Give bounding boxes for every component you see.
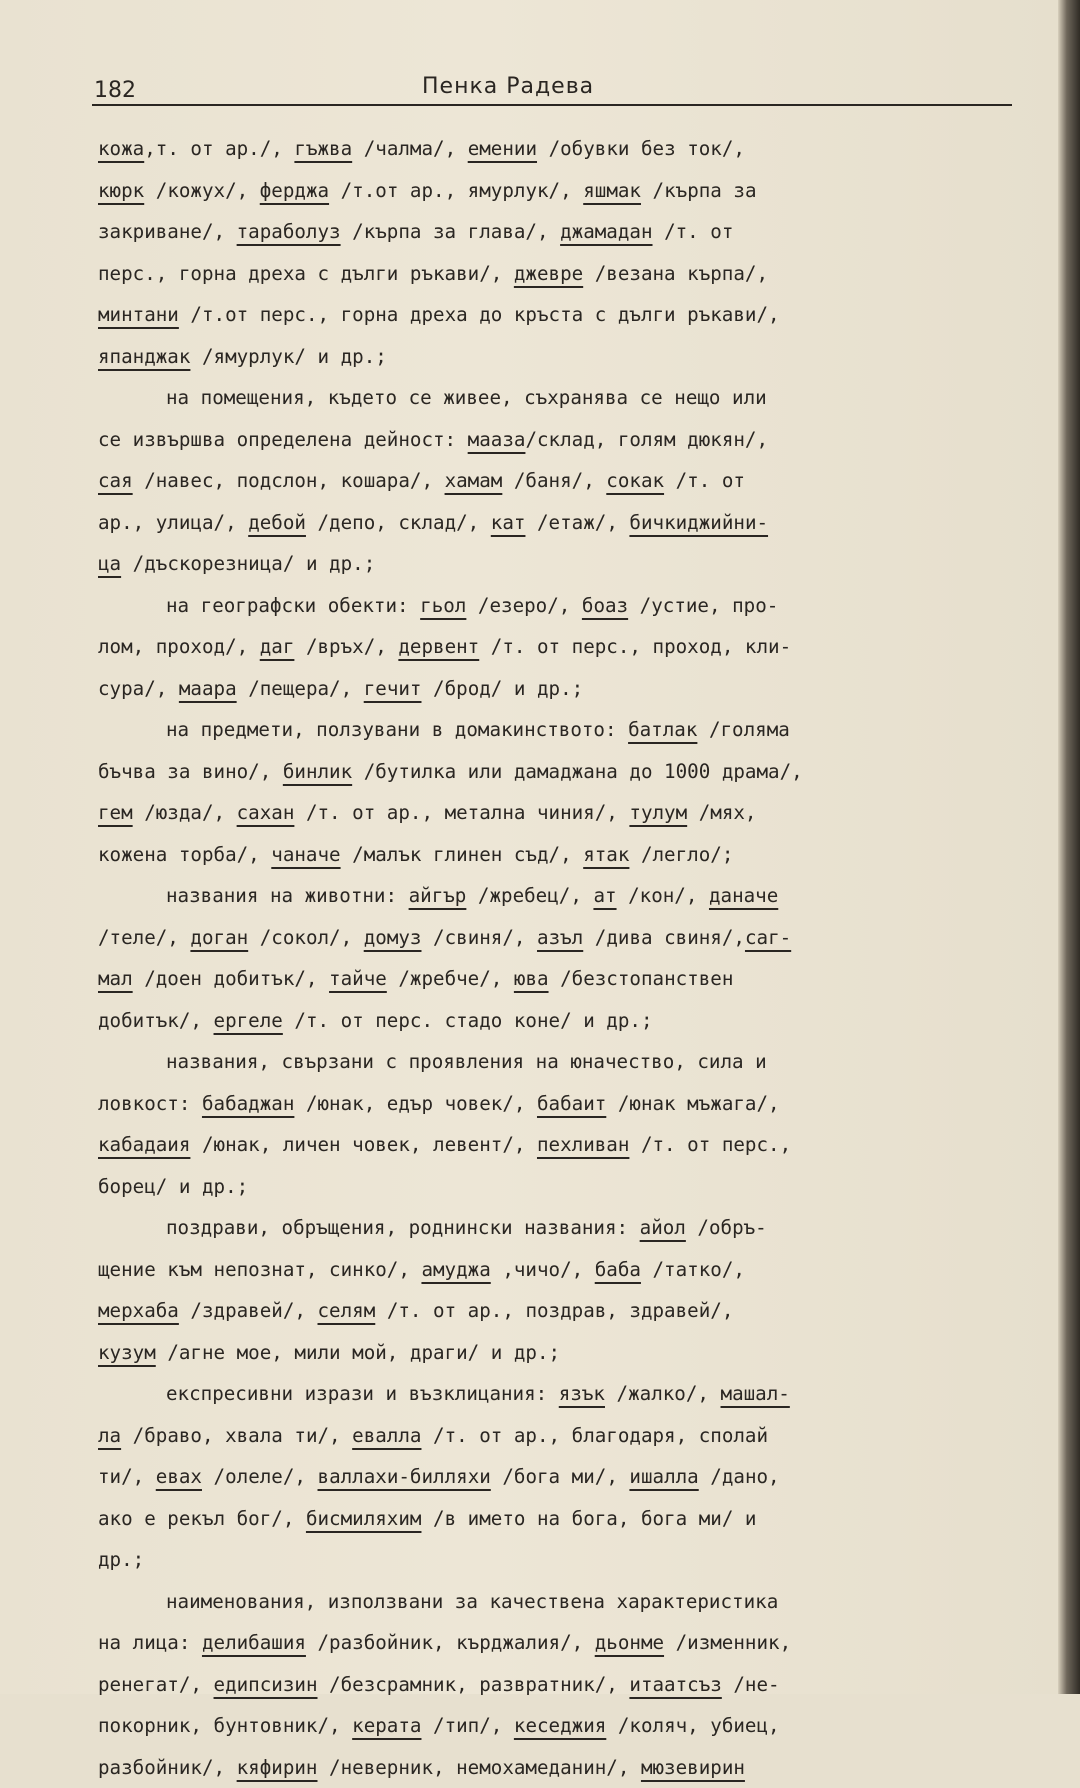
underlined-term: дьонме [595, 1631, 664, 1654]
text-run: /теле/, [98, 926, 190, 949]
text-run: ловкост: [98, 1092, 202, 1115]
text-run: /разбойник, кърджалия/, [306, 1631, 595, 1654]
text-run: на лица: [98, 1631, 202, 1654]
text-run: /кожух/, [144, 179, 260, 202]
underlined-term: мааза [468, 428, 526, 451]
underlined-term: азъл [537, 926, 583, 949]
text-run: /т.от перс., горна дреха до кръста с дълги ръкави/, [179, 303, 780, 326]
underlined-term: керата [352, 1714, 421, 1737]
text-run: ,чичо/, [491, 1258, 595, 1281]
text-run: закриване/, [98, 220, 237, 243]
text-run: названия на животни: [166, 884, 409, 907]
underlined-term: минтани [98, 303, 179, 326]
text-line [98, 1747, 1033, 1788]
text-line [98, 1124, 1033, 1166]
underlined-term: селям [318, 1299, 376, 1322]
text-run: /свиня/, [421, 926, 537, 949]
text-line [98, 834, 1033, 876]
underlined-term: сая [98, 469, 133, 492]
text-run: /т.от ар., ямурлук/, [329, 179, 583, 202]
underlined-term: кабадаия [98, 1133, 190, 1156]
text-line [98, 1581, 1033, 1623]
text-run: /т. от перс., [629, 1133, 791, 1156]
text-line [98, 1539, 1033, 1581]
text-run: лом, проход/, [98, 635, 260, 658]
underlined-term: гем [98, 801, 133, 824]
text-run: /здравей/, [179, 1299, 318, 1322]
underlined-term: япанджак [98, 345, 190, 368]
underlined-term: кеседжия [514, 1714, 606, 1737]
text-run: /ямурлук/ и др.; [190, 345, 386, 368]
text-run: /тип/, [421, 1714, 513, 1737]
text-run: /татко/, [641, 1258, 745, 1281]
underlined-term: айгър [409, 884, 467, 907]
underlined-term: емении [468, 137, 537, 160]
underlined-term: даначе [709, 884, 778, 907]
underlined-term: домуз [364, 926, 422, 949]
text-run: /бога ми/, [491, 1465, 630, 1488]
text-run: др.; [98, 1548, 144, 1571]
text-run: /т. от ар., метална чиния/, [294, 801, 629, 824]
underlined-term: джевре [514, 262, 583, 285]
text-run: /кон/, [617, 884, 709, 907]
text-run: покорник, бунтовник/, [98, 1714, 352, 1737]
underlined-term: кяфирин [237, 1756, 318, 1779]
underlined-term: доган [190, 926, 248, 949]
underlined-term: ятак [583, 843, 629, 866]
text-line [98, 917, 1033, 959]
text-line [98, 419, 1033, 461]
text-run: /юнак, личен човек, левент/, [190, 1133, 537, 1156]
text-run: кожена торба/, [98, 843, 271, 866]
text-run: ако е рекъл бог/, [98, 1507, 306, 1530]
text-line [98, 626, 1033, 668]
text-line [98, 668, 1033, 710]
text-run: /т. от перс., проход, кли- [479, 635, 791, 658]
text-run: /чалма/, [352, 137, 468, 160]
text-line [98, 751, 1033, 793]
text-run: /т. от ар., благодаря, сполай [421, 1424, 768, 1447]
text-run: /дано, [699, 1465, 780, 1488]
text-line [98, 1166, 1033, 1208]
body-text [98, 128, 1033, 1788]
underlined-term: мал [98, 967, 133, 990]
underlined-term: тулум [629, 801, 687, 824]
text-run: ,т. от ар./, [144, 137, 294, 160]
text-line [98, 1498, 1033, 1540]
text-run: експресивни изрази и възклицания: [166, 1382, 559, 1405]
text-run: /юзда/, [133, 801, 237, 824]
underlined-term: кожа [98, 137, 144, 160]
text-line [98, 1041, 1033, 1083]
text-run: наименования, използвани за качествена характеристика [166, 1590, 778, 1613]
text-run: /юнак, едър човек/, [294, 1092, 537, 1115]
text-run: /обръ- [686, 1216, 767, 1239]
text-run: /не- [722, 1673, 780, 1696]
text-line [98, 709, 1033, 751]
text-line [98, 1456, 1033, 1498]
underlined-term: ферджа [260, 179, 329, 202]
text-line [98, 1373, 1033, 1415]
text-run: разбойник/, [98, 1756, 237, 1779]
underlined-term: ла [98, 1424, 121, 1447]
text-run: /баня/, [502, 469, 606, 492]
text-run: /голяма [697, 718, 789, 741]
text-run: /навес, подслон, кошара/, [133, 469, 445, 492]
underlined-term: чаначе [271, 843, 340, 866]
text-line [98, 502, 1033, 544]
underlined-term: тараболуз [237, 220, 341, 243]
underlined-term: бабаджан [202, 1092, 294, 1115]
underlined-term: кат [491, 511, 526, 534]
page-number: 182 [94, 78, 136, 103]
text-run: /обувки без ток/, [537, 137, 745, 160]
text-run: борец/ и др.; [98, 1175, 248, 1198]
text-run: /везана кърпа/, [583, 262, 768, 285]
text-run: /етаж/, [525, 511, 629, 534]
text-run: /изменник, [664, 1631, 791, 1654]
text-line [98, 585, 1033, 627]
text-line [98, 1415, 1033, 1457]
text-run: на предмети, ползувани в домакинството: [166, 718, 628, 741]
text-run: /склад, голям дюкян/, [525, 428, 768, 451]
text-run: перс., горна дреха с дълги ръкави/, [98, 262, 514, 285]
underlined-term: хамам [445, 469, 503, 492]
underlined-term: гъжва [294, 137, 352, 160]
underlined-term: кузум [98, 1341, 156, 1364]
underlined-term: бабаит [537, 1092, 606, 1115]
running-head: Пенка Радева [422, 74, 594, 99]
text-run: /малък глинен съд/, [341, 843, 584, 866]
underlined-term: маара [179, 677, 237, 700]
text-line [98, 253, 1033, 295]
underlined-term: гьол [420, 594, 466, 617]
underlined-term: ишалла [629, 1465, 698, 1488]
text-line [98, 1083, 1033, 1125]
text-line [98, 1664, 1033, 1706]
text-run: /устие, про- [628, 594, 778, 617]
text-run: се извършва определена дейност: [98, 428, 468, 451]
underlined-term: машал- [721, 1382, 790, 1405]
text-run: /връх/, [294, 635, 398, 658]
underlined-term: ергеле [214, 1009, 283, 1032]
text-line [98, 1249, 1033, 1291]
text-run: /пещера/, [237, 677, 364, 700]
text-line [98, 543, 1033, 585]
text-run: /бутилка или дамаджана до 1000 драма/, [352, 760, 803, 783]
underlined-term: ца [98, 552, 121, 575]
text-run: /юнак мъжага/, [606, 1092, 779, 1115]
text-run: /брод/ и др.; [421, 677, 583, 700]
text-run: /жребец/, [466, 884, 593, 907]
text-run: /неверник, немохамеданин/, [318, 1756, 641, 1779]
text-run: /депо, склад/, [306, 511, 491, 534]
underlined-term: пехливан [537, 1133, 629, 1156]
underlined-term: дервент [398, 635, 479, 658]
text-run: /браво, хвала ти/, [121, 1424, 352, 1447]
page-header [92, 74, 1012, 106]
text-run: /сокол/, [248, 926, 364, 949]
underlined-term: яшмак [583, 179, 641, 202]
text-line [98, 377, 1033, 419]
text-line [98, 1705, 1033, 1747]
text-line [98, 1332, 1033, 1374]
underlined-term: гечит [364, 677, 422, 700]
text-run: ренегат/, [98, 1673, 214, 1696]
text-run: ти/, [98, 1465, 156, 1488]
underlined-term: ат [593, 884, 616, 907]
book-spine-shadow [1058, 0, 1080, 1694]
text-run: /агне мое, мили мой, драги/ и др.; [156, 1341, 560, 1364]
text-run: щение към непознат, синко/, [98, 1258, 421, 1281]
underlined-term: итаатсъз [629, 1673, 721, 1696]
underlined-term: едипсизин [214, 1673, 318, 1696]
text-line [98, 792, 1033, 834]
text-run: /дива свиня/, [583, 926, 745, 949]
underlined-term: даг [260, 635, 295, 658]
underlined-term: юва [514, 967, 549, 990]
text-run: /олеле/, [202, 1465, 318, 1488]
underlined-term: джамадан [560, 220, 652, 243]
text-run: бъчва за вино/, [98, 760, 283, 783]
underlined-term: делибашия [202, 1631, 306, 1654]
text-run: /кърпа за глава/, [341, 220, 561, 243]
text-line [98, 460, 1033, 502]
text-line [98, 128, 1033, 170]
underlined-term: мерхаба [98, 1299, 179, 1322]
text-run: сура/, [98, 677, 179, 700]
text-run: поздрави, обръщения, роднински названия: [166, 1216, 640, 1239]
text-line [98, 211, 1033, 253]
text-run: /т. от [664, 469, 745, 492]
underlined-term: баба [595, 1258, 641, 1281]
text-line [98, 1290, 1033, 1332]
text-run: /безстопанствен [549, 967, 734, 990]
text-run: /доен добитък/, [133, 967, 329, 990]
text-run: /коляч, убиец, [606, 1714, 779, 1737]
text-line [98, 1000, 1033, 1042]
underlined-term: мюзевирин [641, 1756, 745, 1779]
underlined-term: бичкиджийни- [629, 511, 768, 534]
text-run: /мях, [687, 801, 756, 824]
underlined-term: сокак [606, 469, 664, 492]
text-line [98, 336, 1033, 378]
underlined-term: бисмиляхим [306, 1507, 422, 1530]
text-run: /т. от [653, 220, 734, 243]
text-run: /жребче/, [387, 967, 514, 990]
text-run: /жалко/, [605, 1382, 721, 1405]
underlined-term: саг- [745, 926, 791, 949]
underlined-term: бoаз [582, 594, 628, 617]
text-line [98, 1207, 1033, 1249]
underlined-term: валлахи-билляхи [318, 1465, 491, 1488]
text-run: /дъскорезница/ и др.; [121, 552, 375, 575]
text-run: /безсрамник, развратник/, [318, 1673, 630, 1696]
text-run: ар., улица/, [98, 511, 248, 534]
underlined-term: айол [640, 1216, 686, 1239]
text-run: /езеро/, [466, 594, 582, 617]
text-run: /легло/; [629, 843, 733, 866]
underlined-term: дебой [248, 511, 306, 534]
underlined-term: амуджа [421, 1258, 490, 1281]
text-run: на помещения, където се живее, съхранява се нещо или [166, 386, 767, 409]
text-run: /в името на бога, бога ми/ и [421, 1507, 756, 1530]
text-run: /кърпа за [641, 179, 757, 202]
text-line [98, 1622, 1033, 1664]
underlined-term: батлак [628, 718, 697, 741]
text-run: /т. от перс. стадо коне/ и др.; [283, 1009, 653, 1032]
underlined-term: сахан [237, 801, 295, 824]
text-line [98, 875, 1033, 917]
underlined-term: евах [156, 1465, 202, 1488]
text-run: добитък/, [98, 1009, 214, 1032]
underlined-term: кюрк [98, 179, 144, 202]
underlined-term: язък [559, 1382, 605, 1405]
text-run: на географски обекти: [166, 594, 420, 617]
underlined-term: евалла [352, 1424, 421, 1447]
text-line [98, 294, 1033, 336]
underlined-term: тайче [329, 967, 387, 990]
text-run: названия, свързани с проявления на юначество, сила и [166, 1050, 767, 1073]
text-run: /т. от ар., поздрав, здравей/, [375, 1299, 733, 1322]
text-line [98, 170, 1033, 212]
text-line [98, 958, 1033, 1000]
underlined-term: бинлик [283, 760, 352, 783]
